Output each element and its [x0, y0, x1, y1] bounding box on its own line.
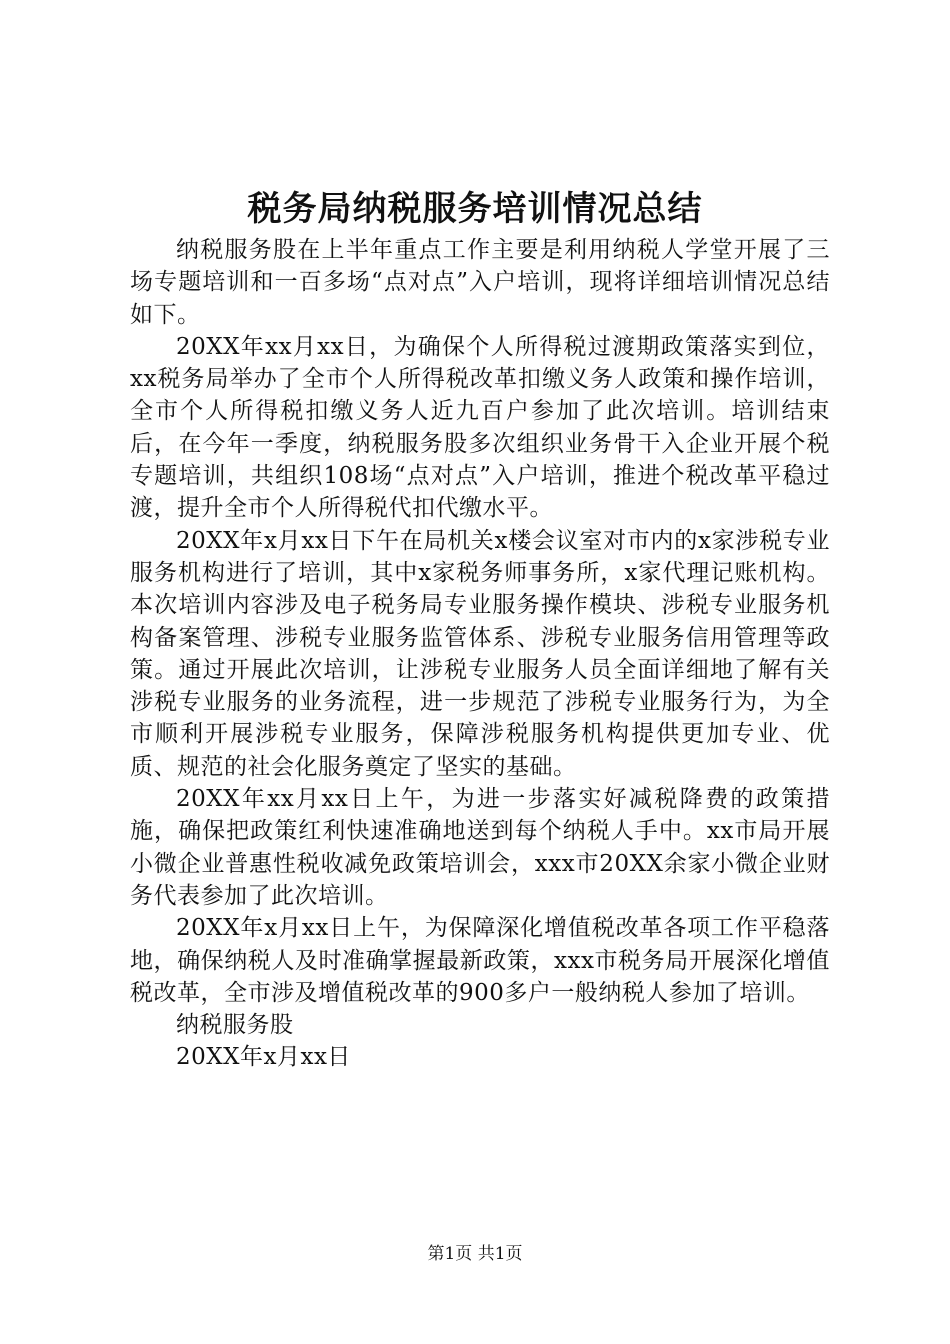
paragraph-iit-training: 20XX年xx月xx日，为确保个人所得税过渡期政策落实到位，xx税务局举办了全市个人所得税改革扣缴义务人政策和操作培训，全市个人所得税扣缴义务人近九百户参加了此次培训。培训结束后，在今年一季度，纳税服务股多次组织业务骨干入企业开展个税专题培训，共组织108场“点对点”入户培训，推进个税改革平稳过渡，提升全市个人所得税代扣代缴水平。 — [130, 333, 830, 522]
signature-date: 20XX年x月xx日 — [176, 1044, 351, 1071]
paragraph-small-business-training: 20XX年xx月xx日上午，为进一步落实好减税降费的政策措施，确保把政策红利快速准确地送到每个纳税人手中。xx市局开展小微企业普惠性税收减免政策培训会，xxx市20XX余家小微企业财务代表参加了此次培训。 — [130, 786, 830, 909]
paragraph-intro: 纳税服务股在上半年重点工作主要是利用纳税人学堂开展了三场专题培训和一百多场“点对点”入户培训，现将详细培训情况总结如下。 — [130, 237, 830, 328]
page-footer: 第1页 共1页 — [427, 1244, 523, 1264]
paragraph-agency-training: 20XX年x月xx日下午在局机关x楼会议室对市内的x家涉税专业服务机构进行了培训，其中x家税务师事务所，x家代理记账机构。本次培训内容涉及电子税务局专业服务操作模块、涉税专业服务机构备案管理、涉税专业服务监管体系、涉税专业服务信用管理等政策。通过开展此次培训，让涉税专业服务人员全面详细地了解有关涉税专业服务的业务流程，进一步规范了涉税专业服务行为，为全市顺利开展涉税专业服务，保障涉税服务机构提供更加专业、优质、规范的社会化服务奠定了坚实的基础。 — [130, 527, 830, 780]
paragraph-vat-training: 20XX年x月xx日上午，为保障深化增值税改革各项工作平稳落地，确保纳税人及时准确掌握最新政策，xxx市税务局开展深化增值税改革，全市涉及增值税改革的900多户一般纳税人参加了培训。 — [130, 915, 830, 1006]
document-body — [130, 234, 830, 1074]
document-title: 税务局纳税服务培训情况总结 — [247, 189, 703, 229]
signature-department: 纳税服务股 — [176, 1012, 294, 1039]
